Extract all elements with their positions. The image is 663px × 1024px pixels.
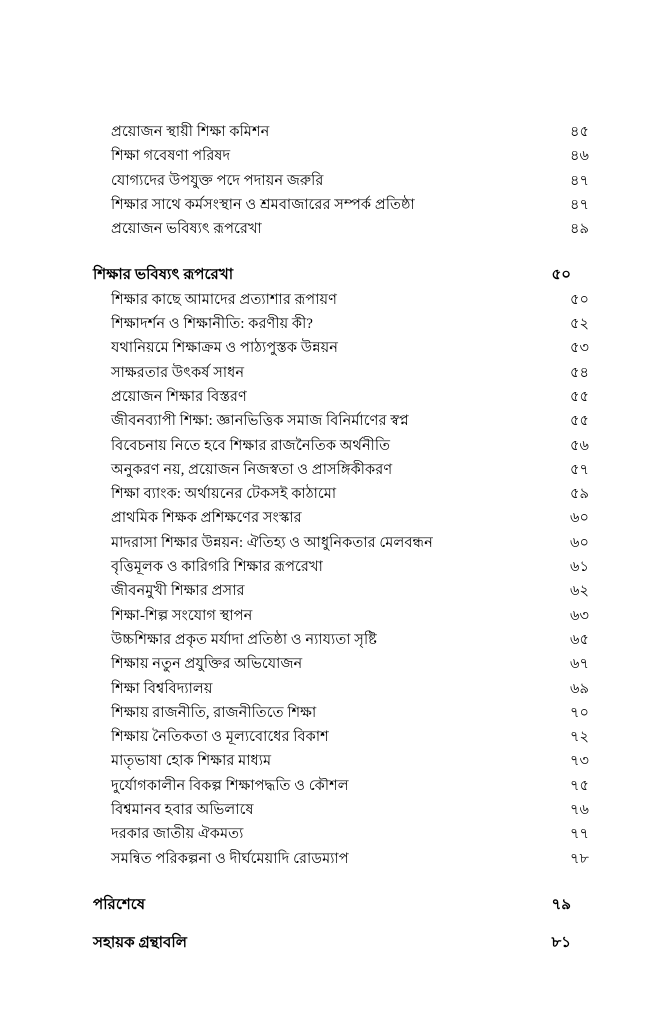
table-of-contents: [93, 120, 589, 956]
toc-entry-title: উচ্চশিক্ষার প্রকৃত মর্যাদা প্রতিষ্ঠা ও ন্যায্যতা সৃষ্টি: [111, 631, 377, 648]
toc-entry-row[interactable]: [93, 798, 589, 822]
toc-page-number: ৫৭: [570, 461, 589, 478]
toc-entry-row[interactable]: [93, 288, 589, 312]
toc-entry-title: দরকার জাতীয় ঐকমত্য: [111, 826, 244, 843]
toc-page-number: ৫৯: [570, 486, 589, 503]
toc-entry-title: প্রয়োজন ভবিষ্যৎ রূপরেখা: [111, 221, 262, 238]
section-gap: [93, 871, 571, 893]
toc-entry-row[interactable]: [93, 531, 589, 555]
toc-page-number: ৬০: [570, 510, 589, 527]
toc-entry-row[interactable]: [93, 409, 589, 433]
toc-entry-title: মাতৃভাষা হোক শিক্ষার মাধ্যম: [111, 753, 272, 770]
toc-page-number: ৫২: [570, 316, 589, 333]
toc-entry-row[interactable]: [93, 652, 589, 676]
toc-page-number: ৭৫: [570, 777, 589, 794]
section-gap: [93, 917, 571, 931]
toc-group: [93, 120, 589, 241]
toc-entry-title: সমন্বিত পরিকল্পনা ও দীর্ঘমেয়াদি রোডম্যাপ: [111, 850, 349, 867]
toc-entry-row[interactable]: [93, 725, 589, 749]
toc-entry-title: প্রাথমিক শিক্ষক প্রশিক্ষণের সংস্কার: [111, 510, 302, 527]
toc-entry-row[interactable]: [93, 749, 589, 773]
toc-entry-title: যোগ্যদের উপযুক্ত পদে পদায়ন জরুরি: [111, 172, 324, 189]
toc-page-number: ৫০: [551, 267, 571, 284]
toc-entry-row[interactable]: [93, 677, 589, 701]
toc-entry-title: জীবনব্যাপী শিক্ষা: জ্ঞানভিত্তিক সমাজ বিনির্মাণের স্বপ্ন: [111, 413, 409, 430]
toc-entry-title: শিক্ষা-শিল্প সংযোগ স্থাপন: [111, 607, 253, 624]
toc-entry-row[interactable]: [93, 361, 589, 385]
toc-entry-title: শিক্ষায় রাজনীতি, রাজনীতিতে শিক্ষা: [111, 704, 317, 721]
toc-entry-row[interactable]: [93, 482, 589, 506]
toc-entry-row[interactable]: [93, 847, 589, 871]
toc-entry-row[interactable]: [93, 701, 589, 725]
toc-entry-row[interactable]: [93, 336, 589, 360]
toc-page-number: ৫৬: [570, 437, 589, 454]
toc-entry-title: সাক্ষরতার উৎকর্ষ সাধন: [111, 364, 245, 381]
toc-entry-title: বিবেচনায় নিতে হবে শিক্ষার রাজনৈতিক অর্থনীতি: [111, 437, 391, 454]
toc-page-number: ৬৯: [570, 680, 589, 697]
toc-entry-title: শিক্ষার ভবিষ্যৎ রূপরেখা: [93, 267, 234, 284]
toc-page-number: ৪৭: [570, 172, 589, 189]
toc-entry-title: সহায়ক গ্রন্থাবলি: [93, 935, 187, 952]
toc-entry-title: শিক্ষায় নতুন প্রযুক্তির অভিযোজন: [111, 656, 303, 673]
toc-page-number: ৭৩: [570, 753, 589, 770]
toc-entry-row[interactable]: [93, 144, 589, 168]
toc-entry-title: শিক্ষাদর্শন ও শিক্ষানীতি: করণীয় কী?: [111, 316, 313, 333]
toc-entry-title: শিক্ষায় নৈতিকতা ও মূল্যবোধের বিকাশ: [111, 729, 329, 746]
toc-page-number: ৭৮: [570, 850, 589, 867]
toc-entry-title: প্রয়োজন স্থায়ী শিক্ষা কমিশন: [111, 124, 270, 140]
toc-entry-title: শিক্ষা বিশ্ববিদ্যালয়: [111, 680, 213, 697]
toc-page-number: ৬১: [570, 559, 589, 576]
toc-group: [93, 263, 589, 870]
toc-page-number: ৪৭: [570, 196, 589, 213]
toc-entry-title: দুর্যোগকালীন বিকল্প শিক্ষাপদ্ধতি ও কৌশল: [111, 777, 349, 794]
toc-entry-title: যথানিয়মে শিক্ষাক্রম ও পাঠ্যপুস্তক উন্নয়ন: [111, 340, 338, 357]
toc-page-number: ৪৯: [570, 221, 589, 238]
toc-page-number: ৭২: [570, 729, 589, 746]
section-gap: [93, 241, 571, 263]
toc-page-number: ৭০: [570, 704, 589, 721]
toc-page-number: ৫৫: [570, 388, 589, 405]
toc-group: [93, 893, 571, 917]
toc-page-number: ৬৭: [570, 656, 589, 673]
toc-entry-title: মাদরাসা শিক্ষার উন্নয়ন: ঐতিহ্য ও আধুনিকতার মেলবন্ধন: [111, 534, 433, 551]
toc-entry-title: জীবনমুখী শিক্ষার প্রসার: [111, 583, 245, 600]
toc-entry-title: পরিশেষে: [93, 896, 146, 913]
toc-page-number: ৬৫: [570, 631, 589, 648]
toc-page-number: ৭৯: [551, 896, 571, 913]
toc-entry-row[interactable]: [93, 822, 589, 846]
toc-chapter-row[interactable]: [93, 263, 571, 287]
toc-page-number: ৭৬: [570, 802, 589, 819]
toc-entry-row[interactable]: [93, 169, 589, 193]
toc-group: [93, 931, 571, 955]
toc-entry-row[interactable]: [93, 217, 589, 241]
toc-entry-row[interactable]: [93, 120, 589, 144]
toc-chapter-row[interactable]: [93, 893, 571, 917]
toc-page-number: ৬৩: [570, 607, 589, 624]
toc-entry-row[interactable]: [93, 555, 589, 579]
toc-page-number: ৮১: [551, 935, 571, 952]
toc-page-number: ৪৬: [570, 148, 589, 165]
toc-entry-title: শিক্ষার কাছে আমাদের প্রত্যাশার রূপায়ণ: [111, 291, 337, 308]
toc-entry-title: শিক্ষার সাথে কর্মসংস্থান ও শ্রমবাজারের সম্পর্ক প্রতিষ্ঠা: [111, 196, 415, 213]
toc-entry-title: বিশ্বমানব হবার অভিলাষে: [111, 802, 254, 819]
toc-chapter-row[interactable]: [93, 931, 571, 955]
toc-entry-row[interactable]: [93, 434, 589, 458]
toc-entry-row[interactable]: [93, 774, 589, 798]
toc-entry-row[interactable]: [93, 312, 589, 336]
toc-entry-row[interactable]: [93, 385, 589, 409]
toc-entry-title: শিক্ষা গবেষণা পরিষদ: [111, 148, 231, 165]
toc-entry-title: বৃত্তিমূলক ও কারিগরি শিক্ষার রূপরেখা: [111, 559, 323, 576]
toc-entry-row[interactable]: [93, 193, 589, 217]
toc-page-number: ৪৫: [570, 124, 589, 140]
toc-entry-row[interactable]: [93, 604, 589, 628]
toc-page-number: ৫৫: [570, 413, 589, 430]
toc-entry-title: শিক্ষা ব্যাংক: অর্থায়নের টেকসই কাঠামো: [111, 486, 337, 503]
toc-page-number: ৭৭: [570, 826, 589, 843]
toc-page-number: ৬০: [570, 534, 589, 551]
toc-entry-row[interactable]: [93, 579, 589, 603]
toc-entry-row[interactable]: [93, 628, 589, 652]
toc-entry-title: অনুকরণ নয়, প্রয়োজন নিজস্বতা ও প্রাসঙ্গিকীকরণ: [111, 461, 393, 478]
toc-entry-row[interactable]: [93, 458, 589, 482]
toc-page-number: ৬২: [570, 583, 589, 600]
toc-entry-title: প্রয়োজন শিক্ষার বিস্তরণ: [111, 388, 247, 405]
toc-page-number: ৫৩: [570, 340, 589, 357]
toc-entry-row[interactable]: [93, 506, 589, 530]
toc-page-number: ৫৪: [570, 364, 589, 381]
toc-page-number: ৫০: [570, 291, 589, 308]
